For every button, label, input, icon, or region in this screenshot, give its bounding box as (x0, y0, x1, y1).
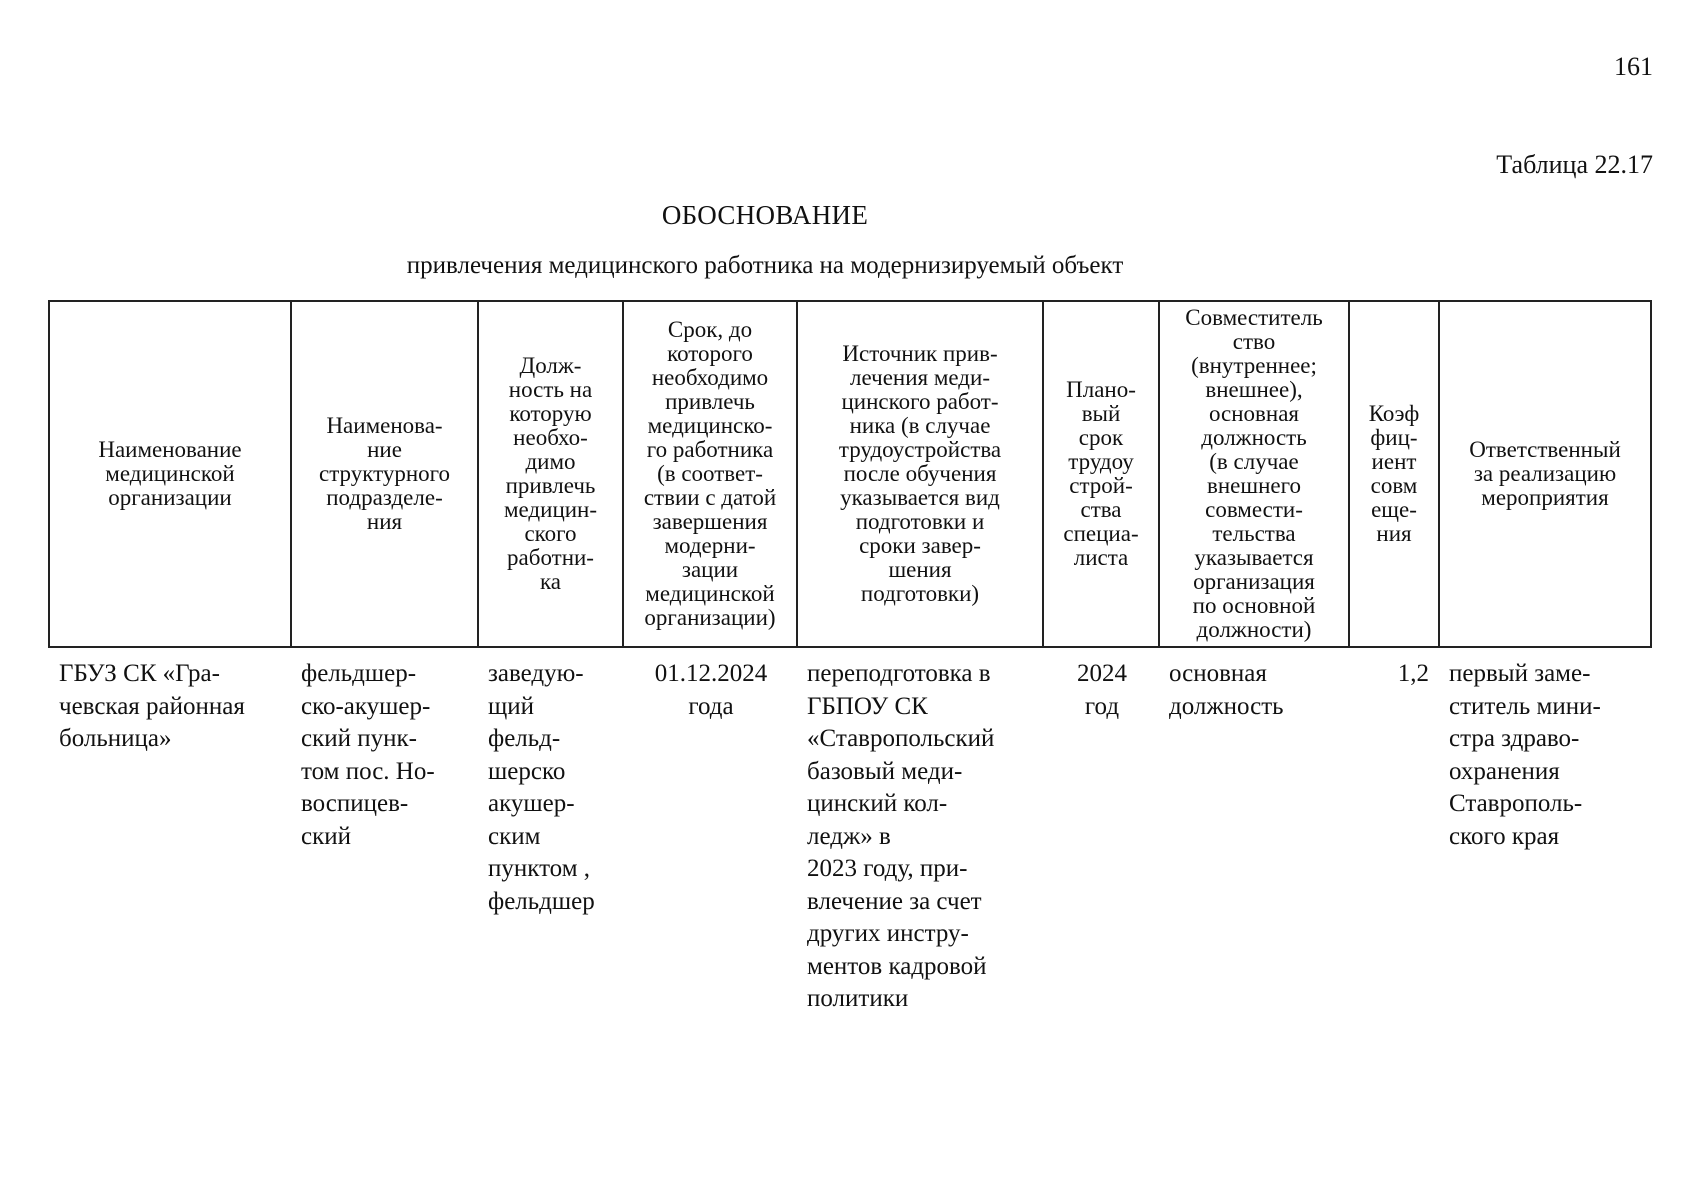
document-subtitle: привлечения медицинского работника на модернизируемый объект (406, 252, 1124, 279)
cell-combination: основная должность (1169, 660, 1284, 720)
column-header-deadline: Срок, до которого необходимо привлечь медицинско- го работника (в соответ- ствии с датой завершения модерни- зации медицинской организации) (623, 301, 797, 647)
column-header-source: Источник прив- лечения меди- цинского работ- ника (в случае трудоустройства после обучения указывается вид подготовки и сроки завер- шения подготовки) (797, 301, 1043, 647)
cell-coefficient: 1,2 (1397, 660, 1429, 687)
cell-source: переподготовка в ГБПОУ СК «Ставропольский базовый меди- цинский кол- ледж» в 2023 году, при- влечение за счет других инстру- ментов кадровой политики (807, 660, 995, 1012)
cell-unit: фельдшер- ско-акушер- ский пунк- том пос. Но- воспицев- ский (301, 660, 435, 850)
justification-table (48, 300, 1652, 1016)
column-header-position: Долж- ность на которую необхо- димо привлечь медицин- ского работни- ка (478, 301, 623, 647)
cell-organization: ГБУЗ СК «Гра- чевская районная больница» (59, 660, 245, 752)
table-row (49, 647, 1651, 1016)
column-header-combination: Совместитель ство (внутреннее; внешнее), основная должность (в случае внешнего совмести- тельства указывается организация по основной должности) (1159, 301, 1349, 647)
page-number: 161 (1614, 52, 1653, 81)
cell-planned-term: 2024 год (1077, 660, 1127, 720)
cell-position: заведую- щий фельд- шерско акушер- ским пунктом , фельдшер (488, 660, 595, 915)
document-title: ОБОСНОВАНИЕ (661, 200, 869, 230)
table-header-row (49, 301, 1651, 647)
column-header-coefficient: Коэф фиц- иент совм еще- ния (1349, 301, 1439, 647)
column-header-organization: Наименование медицинской организации (49, 301, 291, 647)
column-header-unit: Наименова- ние структурного подразделе- ния (291, 301, 478, 647)
column-header-planned-term: Плано- вый срок трудоу строй- ства специа- листа (1043, 301, 1159, 647)
cell-deadline: 01.12.2024 года (654, 660, 768, 720)
cell-responsible: первый заме- ститель мини- стра здраво- охранения Ставрополь- ского края (1449, 660, 1601, 850)
table-label: Таблица 22.17 (1496, 150, 1653, 179)
column-header-responsible: Ответственный за реализацию мероприятия (1439, 301, 1651, 647)
